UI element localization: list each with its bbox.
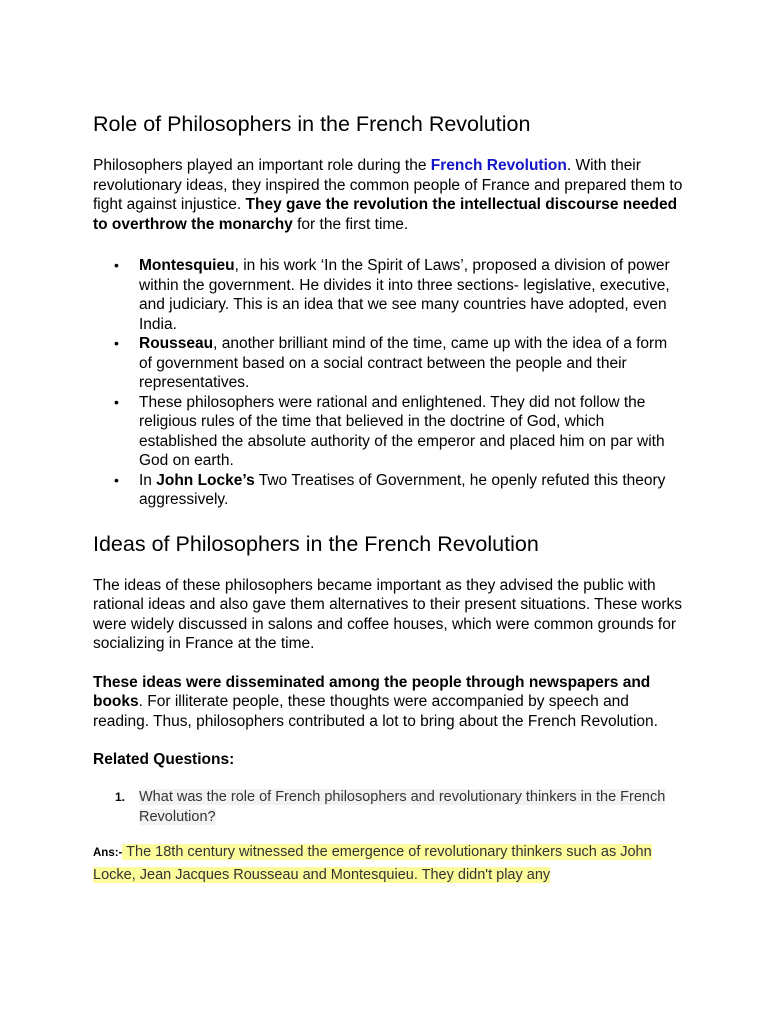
document-content <box>93 110 683 886</box>
intro-bold-text: They gave the revolution the intellectual discourse needed to overthrow the monarchy <box>93 196 678 233</box>
philosophers-list <box>93 256 683 510</box>
answer-text: The 18th century witnessed the emergence of revolutionary thinkers such as John Locke, Jean Jacques Rousseau and Montesquieu. They didn't play any <box>93 843 652 883</box>
ideas-paragraph-2: These ideas were disseminated among the people through newspapers and books. For illiterate people, these thoughts were accompanied by speech and reading. Thus, philosophers contributed a lot to bring about the French Revolution. <box>93 673 658 730</box>
bullet-icon: • <box>114 257 119 273</box>
bullet-icon: • <box>114 335 119 351</box>
related-questions-list <box>93 787 683 827</box>
intro-paragraph: Philosophers played an important role during the French Revolution. With their revolutionary ideas, they inspired the common people of France and prepared them to fight against injustice. They gave the revolution the intellectual discourse needed to overthrow the monarchy for the first time. <box>93 157 683 233</box>
list-item-montesquieu: • Montesquieu, in his work ‘In the Spirit of Laws’, proposed a division of power within the government. He divides it into three sections- legislative, executive, and judiciary. This is an idea that we see many countries have adopted, even India. <box>114 257 670 333</box>
ideas-paragraph-1: The ideas of these philosophers became important as they advised the public with rational ideas and also gave them alternatives to their present situations. These works were widely discussed in salons and coffee houses, which were common grounds for socializing in France at the time. <box>93 576 683 652</box>
related-questions-heading: Related Questions: <box>93 751 235 768</box>
list-item-question <box>93 787 683 827</box>
list-item-locke: • In John Locke’s Two Treatises of Government, he openly refuted this theory aggressively. <box>114 471 666 508</box>
section-title-role: Role of Philosophers in the French Revolution <box>93 112 531 136</box>
answer-block <box>93 841 683 886</box>
section-title-ideas: Ideas of Philosophers in the French Revolution <box>93 531 539 556</box>
list-item-rational: • These philosophers were rational and enlightened. They did not follow the religious rules of the time that believed in the doctrine of God, which established the absolute authority of the emperor and placed him on par with God on earth. <box>114 393 665 469</box>
list-item-rousseau: • Rousseau, another brilliant mind of the time, came up with the idea of a form of government based on a social contract between the people and their representatives. <box>114 335 668 391</box>
question-number: 1. <box>115 789 126 804</box>
french-revolution-link[interactable]: French Revolution <box>430 157 567 174</box>
bullet-icon: • <box>114 393 119 410</box>
question-text: What was the role of French philosophers and revolutionary thinkers in the French Revolution? <box>139 788 666 825</box>
answer-label: Ans:- <box>93 846 123 859</box>
bullet-icon: • <box>114 471 119 488</box>
